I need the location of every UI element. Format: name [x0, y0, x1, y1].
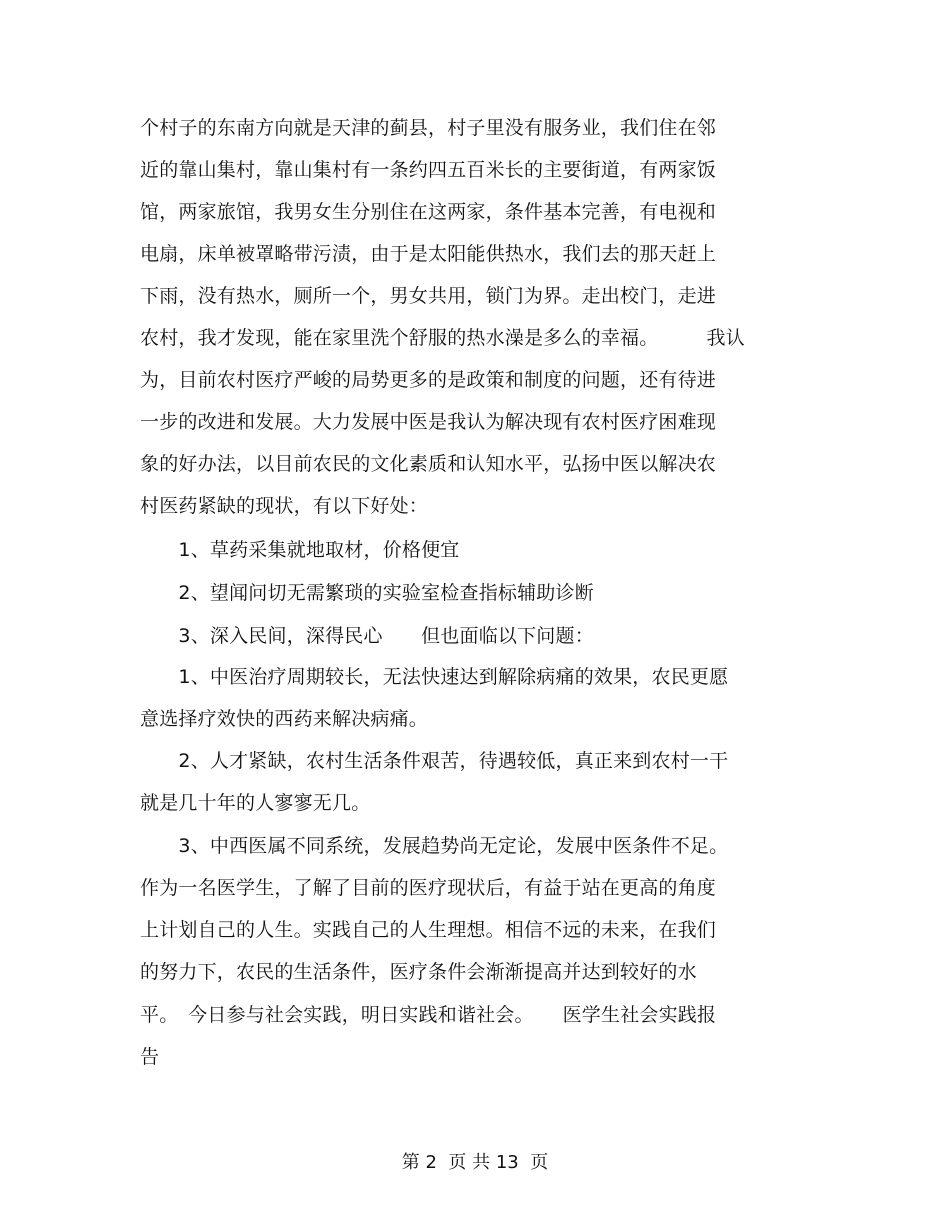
body-text-line: 村医药紧缺的现状，有以下好处： [140, 495, 429, 517]
list-item-line: 2、人才紧缺，农村生活条件艰苦，待遇较低，真正来到农村一干 [140, 750, 729, 772]
body-text-line: 的努力下，农民的生活条件，医疗条件会渐渐提高并达到较好的水 [140, 961, 697, 983]
body-text-line: 下雨，没有热水，厕所一个，男女共用，锁门为界。走出校门，走进 [140, 285, 717, 307]
list-item-line: 3、中西医属不同系统，发展趋势尚无定论，发展中医条件不足。 [140, 835, 729, 857]
body-text-line: 平。 今日参与社会实践，明日实践和谐社会。 医学生社会实践报 [140, 1004, 717, 1026]
body-text-line: 馆，两家旅馆，我男女生分别住在这两家，条件基本完善，有电视和 [140, 201, 717, 223]
list-item-line: 1、中医治疗周期较长，无法快速达到解除病痛的效果，农民更愿 [140, 666, 729, 688]
page-number-footer: 第 2 页 共 13 页 [401, 1152, 549, 1173]
body-text-line: 农村，我才发现，能在家里洗个舒服的热水澡是多么的幸福。 我认 [140, 327, 745, 349]
body-text-line: 上计划自己的人生。实践自己的人生理想。相信不远的未来，在我们 [140, 919, 717, 941]
body-text-line: 电扇，床单被罩略带污渍，由于是太阳能供热水，我们去的那天赶上 [140, 243, 717, 265]
body-text-line: 近的靠山集村，靠山集村有一条约四五百米长的主要街道，有两家饭 [140, 159, 717, 181]
list-item-line: 2、望闻问切无需繁琐的实验室检查指标辅助诊断 [140, 582, 594, 604]
body-text-line: 一步的改进和发展。大力发展中医是我认为解决现有农村医疗困难现 [140, 411, 717, 433]
list-item-line: 1、草药采集就地取材，价格便宜 [140, 539, 460, 561]
body-text-line: 象的好办法，以目前农民的文化素质和认知水平，弘扬中医以解决农 [140, 453, 717, 475]
body-text-line: 作为一名医学生，了解了目前的医疗现状后，有益于站在更高的角度 [140, 877, 717, 899]
body-text-line: 为，目前农村医疗严峻的局势更多的是政策和制度的问题，还有待进 [140, 369, 717, 391]
list-item-line: 3、深入民间，深得民心 但也面临以下问题： [140, 625, 594, 647]
body-text-line: 告 [140, 1046, 160, 1068]
body-text-line: 意选择疗效快的西药来解决病痛。 [140, 708, 429, 730]
body-text-line: 个村子的东南方向就是天津的蓟县，村子里没有服务业，我们住在邻 [140, 117, 717, 139]
body-text-line: 就是几十年的人寥寥无几。 [140, 792, 371, 814]
